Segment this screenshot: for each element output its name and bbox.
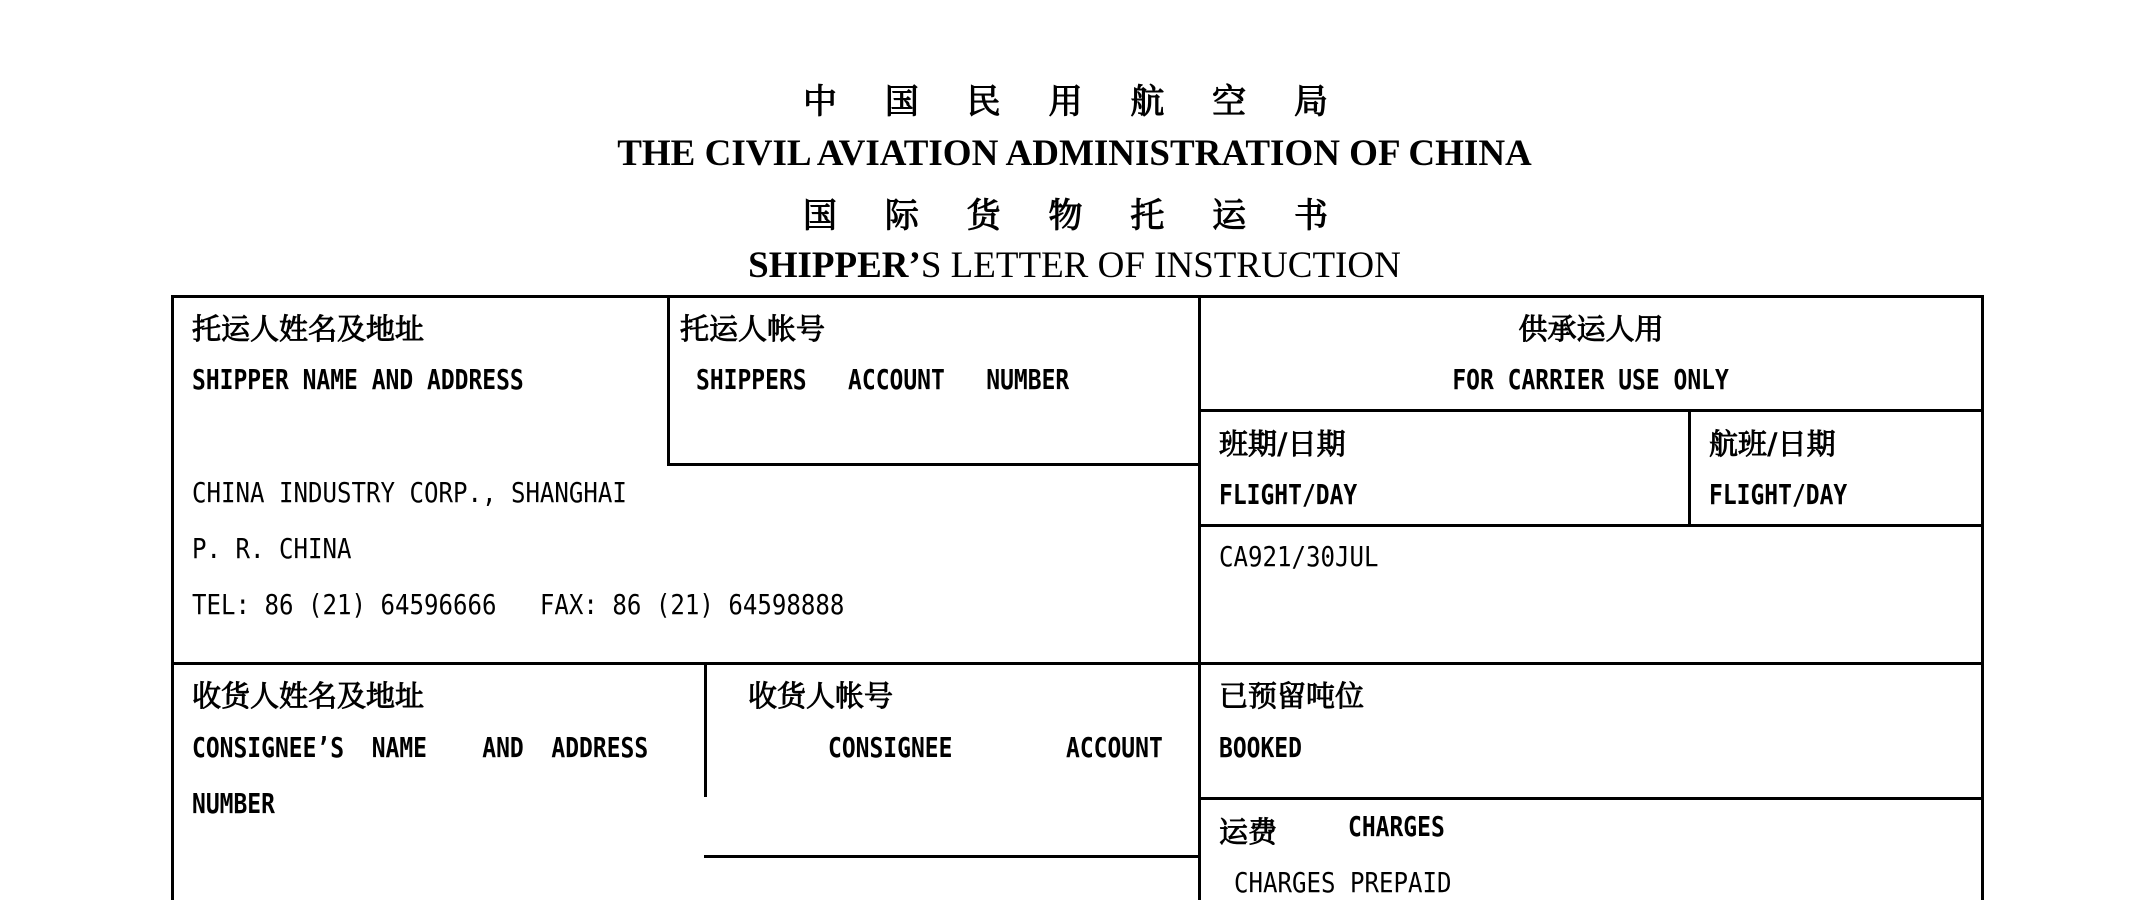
subtitle-english-bold: SHIPPER’ [748,245,921,286]
consignee-label-en-line2: NUMBER [192,787,275,820]
consignee-account-label-en-2: ACCOUNT [1066,731,1163,764]
rule-consignee-account-left [704,662,707,797]
rule-shipper-account-bottom [667,463,1200,466]
rule-top [171,295,1984,298]
carrier-label-cn: 供承运人用 [1518,312,1664,346]
shipper-account-label-en: SHIPPERS ACCOUNT NUMBER [696,363,1070,396]
charges-label-cn: 运费 [1219,815,1278,849]
rule-section-divider [171,662,1984,665]
consignee-label-en-part2: SS [620,731,649,764]
consignee-label-en-part1: CONSIGNEE’S NAME AND ADDRE [192,731,621,764]
shipper-account-label-cn: 托运人帐号 [680,312,826,346]
carrier-label-en: FOR CARRIER USE ONLY [1452,363,1730,396]
subtitle-english [0,244,2149,287]
shipper-address-line-1: CHINA INDUSTRY CORP., SHANGHAI [192,476,627,509]
consignee-label-cn: 收货人姓名及地址 [192,679,425,713]
charges-label-en: CHARGES [1348,810,1445,843]
booked-label-en: BOOKED [1219,731,1302,764]
consignee-label-en [192,731,648,764]
flight-day-1-label-en: FLIGHT/DAY [1219,478,1358,511]
flight-day-2-label-en: FLIGHT/DAY [1709,478,1848,511]
booked-label-cn: 已预留吨位 [1219,679,1365,713]
title-chinese: 中 国 民 用 航 空 局 [802,82,1347,122]
subtitle-english-rest: S LETTER OF INSTRUCTION [920,245,1401,286]
rule-shipper-account-left [667,295,670,466]
shipper-label-en: SHIPPER NAME AND ADDRESS [192,363,524,396]
shipper-address-line-2: P. R. CHINA [192,532,352,565]
shipper-address-line-3: TEL: 86 (21) 64596666 FAX: 86 (21) 64598888 [192,588,845,621]
rule-consignee-account-bottom [704,855,1200,858]
rule-booked-bottom [1198,797,1984,800]
flight-day-1-label-cn: 班期/日期 [1219,427,1346,461]
flight-day-value: CA921/30JUL [1219,540,1379,573]
charges-value: CHARGES PREPAID [1234,866,1452,899]
subtitle-chinese: 国 际 货 物 托 运 书 [802,196,1347,236]
rule-flight-bottom [1198,524,1984,527]
consignee-account-label-cn: 收货人帐号 [748,679,894,713]
carrier-label-en-wrap [1198,363,1984,396]
rule-carrier-header-bottom [1198,409,1984,412]
consignee-account-label-en-1: CONSIGNEE [828,731,953,764]
title-english: THE CIVIL AVIATION ADMINISTRATION OF CHINA [617,133,1532,174]
shipper-label-cn: 托运人姓名及地址 [192,312,425,346]
flight-day-2-label-cn: 航班/日期 [1709,427,1836,461]
rule-flight-divider [1688,409,1691,526]
rule-left [171,295,174,900]
